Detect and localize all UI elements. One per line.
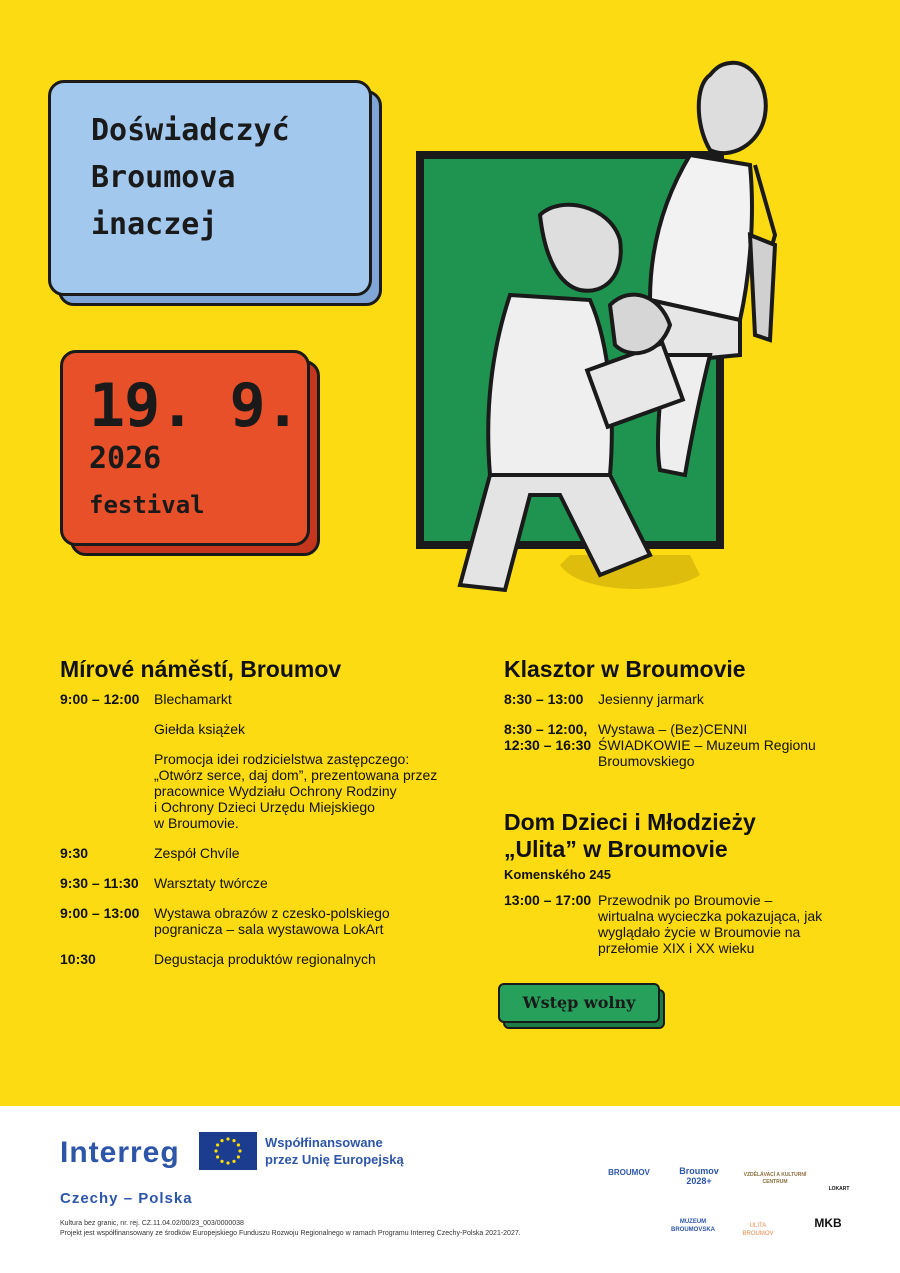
cultural-centre-logo: VZDĚLÁVACÍ A KULTURNÍ CENTRUM [743, 1172, 807, 1185]
free-entry-badge: Wstęp wolny [498, 983, 660, 1023]
lokart-logo: LOKART [828, 1186, 850, 1192]
event-type: festival [89, 491, 205, 519]
row-desc: Degustacja produktów regionalnych [154, 951, 376, 967]
row-time: 9:00 – 12:00 [60, 691, 140, 707]
date-box [60, 350, 310, 546]
eu-cofinancing-text: Współfinansowane przez Unię Europejską [265, 1135, 404, 1167]
program-right [504, 656, 884, 970]
event-date: 19. 9. [89, 371, 300, 441]
program-row [60, 875, 480, 891]
row-time: 9:30 [60, 845, 89, 861]
row-time: 9:00 – 13:00 [60, 905, 140, 921]
row-time: 10:30 [60, 951, 96, 967]
broumov-logo: BROUMOV [608, 1168, 650, 1177]
program-row [60, 691, 480, 707]
footer [0, 1106, 900, 1273]
program-row [60, 751, 480, 831]
program-row [60, 905, 480, 937]
venue-heading: Klasztor w Broumovie [504, 656, 746, 682]
row-desc: Blechamarkt [154, 691, 232, 707]
row-time [60, 751, 154, 831]
program-row [60, 721, 480, 737]
row-desc: Giełda książek [154, 721, 246, 737]
program-row [504, 892, 884, 956]
row-time: 13:00 – 17:00 [504, 892, 592, 908]
row-desc: Wystawa obrazów z czesko-polskiego pogranicza – sala wystawowa LokArt [154, 905, 390, 937]
fine-print: Kultura bez granic, nr. rej. CZ.11.04.02/00/23_003/0000038 Projekt jest współfinansowany ze środków Europejskiego Funduszu Rozwoju Regionalnego w ramach Programu Interreg Czechy-Polska 2021-2027. [60, 1220, 521, 1237]
program-region: Czechy – Polska [60, 1190, 193, 1207]
program-row [60, 845, 480, 861]
row-time [60, 721, 154, 737]
row-desc: Wystawa – (Bez)CENNI ŚWIADKOWIE – Muzeum Regionu Broumovskiego [598, 721, 816, 769]
program-row [504, 691, 884, 707]
row-desc: Jesienny jarmark [598, 691, 704, 707]
row-desc: Przewodnik po Broumovie – wirtualna wycieczka pokazująca, jak wyglądało życie w Broumovie na przełomie XIX i XX wieku [598, 892, 823, 956]
row-desc: Promocja idei rodzicielstwa zastępczego: „Otwórz serce, daj dom”, prezentowana przez pracownice Wydziału Ochrony Rodziny i Ochrony Dzieci Urzędu Miejskiego w Broumovie. [154, 751, 438, 831]
interreg-logo: Interreg [60, 1136, 180, 1169]
broumov-2028-logo: Broumov 2028+ [679, 1166, 719, 1186]
ulita-logo: ULITA BROUMOV [742, 1223, 774, 1237]
venue-heading: Mírové náměstí, Broumov [60, 656, 342, 682]
program-left [60, 656, 480, 981]
venue-heading: Dom Dzieci i Młodzieży „Ulita” w Broumovie [504, 809, 756, 862]
row-time: 9:30 – 11:30 [60, 875, 139, 891]
eu-flag-icon [199, 1132, 257, 1170]
row-time: 8:30 – 12:00, 12:30 – 16:30 [504, 721, 592, 753]
illustration-figures [410, 55, 830, 615]
program-row [504, 721, 884, 769]
event-year: 2026 [89, 441, 162, 476]
program-row [60, 951, 480, 967]
poster-title: Doświadczyć Broumova inaczej [91, 113, 290, 242]
row-desc: Zespół Chvíle [154, 845, 240, 861]
row-desc: Warsztaty twórcze [154, 875, 268, 891]
row-time: 8:30 – 13:00 [504, 691, 584, 707]
title-box [48, 80, 372, 296]
venue-address: Komenského 245 [504, 867, 611, 882]
muzeum-broumovska-logo: MUZEUM BROUMOVSKA [670, 1219, 715, 1233]
mkb-logo: MKB [814, 1216, 842, 1230]
